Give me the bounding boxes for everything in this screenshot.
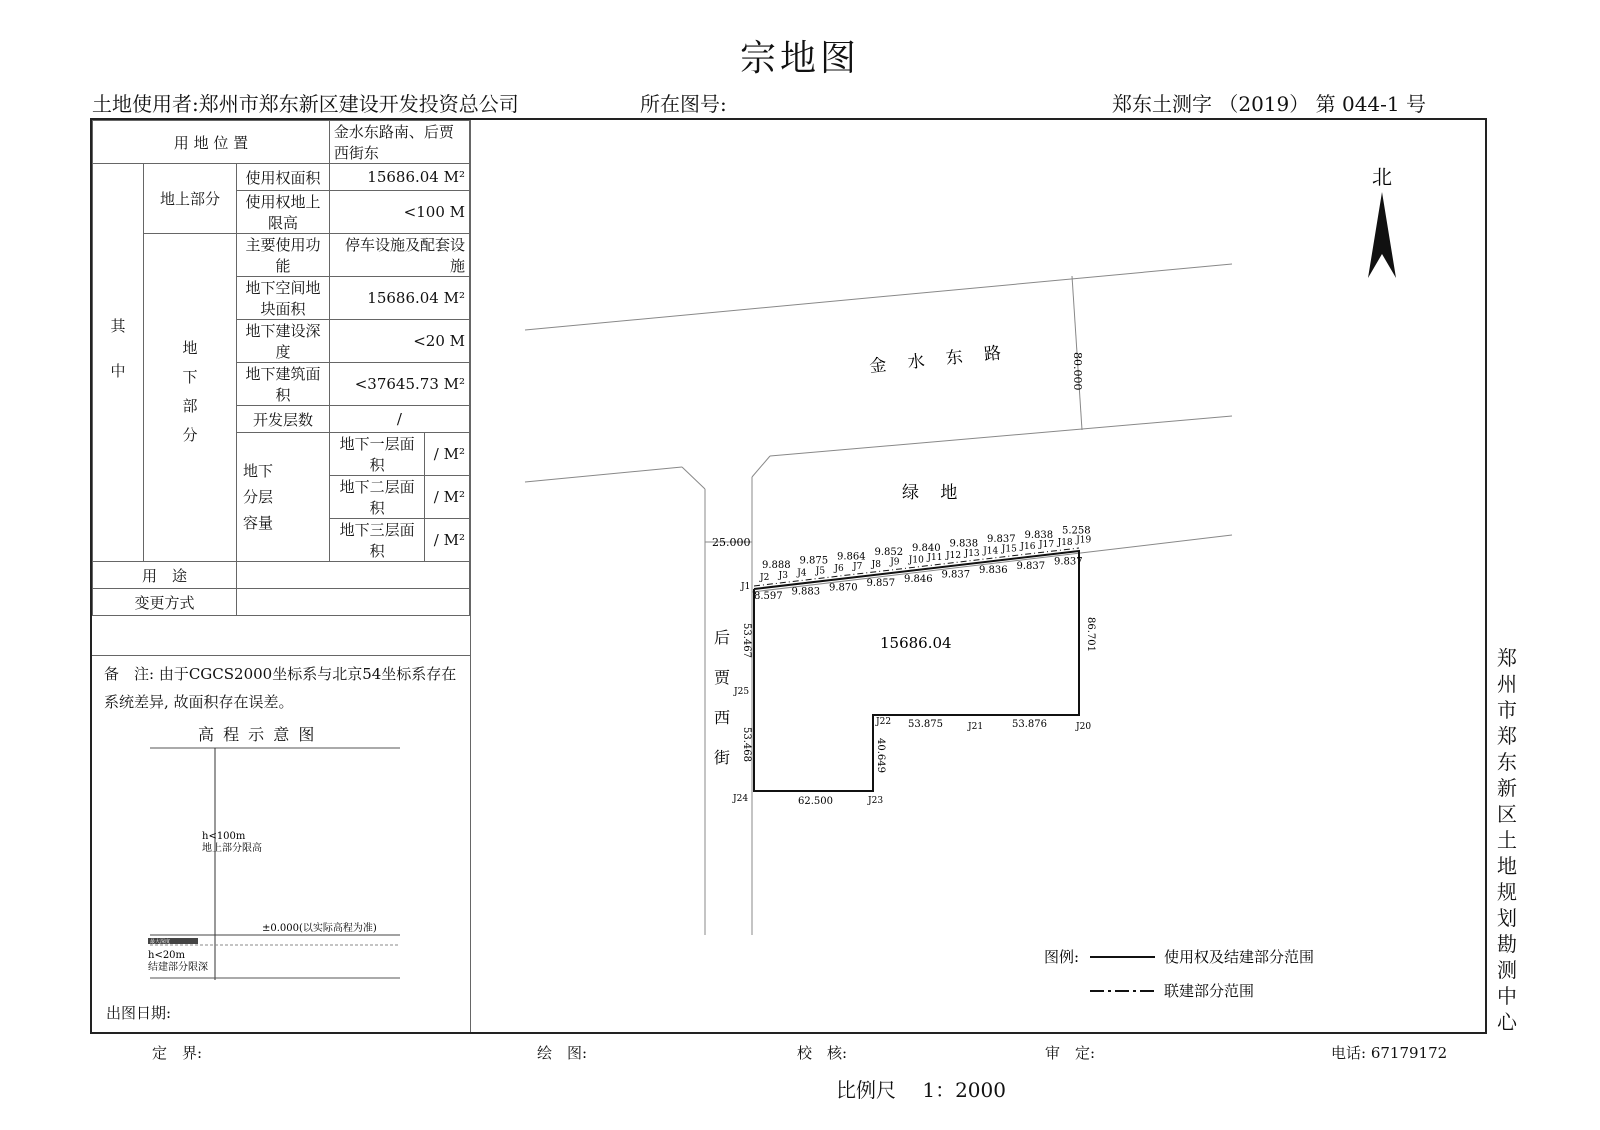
org-char: 区 [1497,802,1517,826]
legend-title: 图例: [1044,948,1080,966]
layer-label-0: 地下一层面积 [329,433,424,476]
point-label: J16 [1020,542,1036,553]
dimension-bottom: 9.883 [791,586,821,598]
dimension-bottom: 9.836 [979,565,1008,577]
point-label: J18 [1057,537,1073,548]
parcel-area: 15686.04 [880,634,952,652]
point-label: J4 [797,568,807,579]
elev-h-up-label: 地上部分限高 [202,843,262,854]
point-label: J8 [871,559,881,570]
layer-value-1: / M² [425,476,470,519]
below-label-0: 主要使用功能 [237,234,330,277]
road-corner-west [682,467,705,489]
point-label: J19 [1076,535,1092,546]
north-arrow-icon [1368,192,1396,278]
street-char-1: 贾 [714,668,731,687]
elev-h-down-label: 结建部分限深 [148,962,208,973]
legend-dash-label: 联建部分范围 [1164,982,1255,1000]
elev-zero-text: ±0.000(以实际高程为准) [262,923,377,934]
point-label: J7 [853,562,863,572]
point-label: J14 [983,546,999,557]
below-value-2: <20 M [329,320,469,363]
location-value: 金水东路南、后贾西街东 [329,121,469,164]
layer-label-2: 地下三层面积 [329,519,424,562]
org-char: 规 [1497,880,1517,904]
north-label: 北 [1372,165,1392,189]
point-label: J13 [964,548,980,559]
dimension-top: 9.864 [837,551,866,563]
point-label: J6 [834,564,844,575]
org-char: 市 [1497,698,1517,722]
scale-label: 比例尺 1：2000 [836,1078,1006,1102]
org-char: 划 [1497,906,1517,930]
land-user: 土地使用者:郑州市郑东新区建设开发投资总公司 [92,92,519,116]
street-char-3: 街 [714,748,731,767]
point-label: J15 [1001,544,1017,555]
above-value-1: <100 M [329,191,469,234]
org-char: 地 [1497,854,1517,878]
dimension-top: 9.875 [799,555,829,567]
road-north-edge-1 [525,264,1232,330]
org-char: 中 [1497,984,1517,1008]
point-label: J9 [890,557,900,568]
use-label: 用 途 [93,562,237,589]
point-label: J3 [778,570,788,581]
point-label: J25 [734,687,750,697]
dimension-bottom: 9.857 [866,578,896,590]
street-width: 25.000 [712,536,751,549]
dimension-bottom: 9.837 [1016,560,1046,572]
above-label-1: 使用权地上限高 [237,191,330,234]
road1-name: 金 水 东 路 [868,342,1010,377]
org-char: 郑 [1497,646,1517,670]
footer-ding: 定 界: [152,1044,203,1062]
below-value-4: / [329,406,469,433]
below-label-4: 开发层数 [237,406,330,433]
dim-j23-j24: 62.500 [798,796,833,807]
road-corner-east [752,456,770,477]
elev-tiny-text: 最大深度 [150,939,171,945]
elev-h-up: h<100m [202,831,246,842]
location-label: 用 地 位 置 [93,121,330,164]
above-label-0: 使用权面积 [237,164,330,191]
reference-number: 郑东土测字 （2019） 第 044-1 号 [1112,92,1426,116]
dimension-top: 9.837 [987,534,1016,546]
point-label: J5 [815,566,826,577]
footer-hui: 绘 图: [537,1044,588,1062]
dimension-bottom: 9.846 [904,573,933,585]
org-char: 东 [1497,750,1517,774]
layer-label-1: 地下二层面积 [329,476,424,519]
dimension-bottom: 9.837 [1054,556,1083,568]
dim-j22-j23: 40.649 [875,738,886,773]
legend-solid-label: 使用权及结建部分范围 [1164,948,1315,966]
org-char: 郑 [1497,724,1517,748]
footer-tel: 电话: 67179172 [1331,1044,1448,1062]
footer-shen: 审 定: [1045,1044,1096,1062]
footer-jiao: 校 核: [797,1044,848,1062]
point-label: J20 [1076,722,1092,732]
dimension-bottom: 8.597 [754,591,783,602]
org-char: 心 [1497,1010,1517,1034]
above-value-0: 15686.04 M² [329,164,469,191]
point-label: J1 [741,582,751,592]
dim-j21-j22: 53.875 [908,719,943,730]
point-label: J22 [876,717,892,727]
change-label: 变更方式 [93,589,237,616]
below-group-label: 地下部分 [144,234,237,562]
layer-value-2: / M² [425,519,470,562]
layer-value-0: / M² [425,433,470,476]
point-label: J21 [968,722,984,732]
point-label: J23 [868,796,884,806]
org-char: 州 [1497,672,1517,696]
road1-width: 80.000 [1071,352,1084,391]
dim-j25-j1: 53.467 [741,623,752,658]
dimension-top: 9.852 [874,547,904,559]
below-label-1: 地下空间地块面积 [237,277,330,320]
point-label: J12 [946,551,962,561]
note-line-2: 系统差异, 故面积存在误差。 [104,693,294,711]
street-char-2: 西 [714,708,731,727]
qizhong-label: 其中 [93,164,144,562]
elev-h-down: h<20m [148,950,186,961]
dimension-top: 9.838 [1024,529,1054,541]
organization-vertical [1496,645,1518,1035]
map-number: 所在图号: [640,92,727,116]
dim-j20-j21: 53.876 [1012,719,1047,730]
note-line-1: 备 注: 由于CGCS2000坐标系与北京54坐标系存在 [104,665,457,683]
below-label-2: 地下建设深度 [237,320,330,363]
layer-group-label: 地下分层容量 [242,462,273,532]
below-value-1: 15686.04 M² [329,277,469,320]
below-value-0: 停车设施及配套设施 [329,234,469,277]
above-group-label: 地上部分 [144,164,237,234]
road-north-edge-3 [525,467,682,482]
dimension-bottom: 9.837 [941,569,971,581]
dim-j24-j25: 53.468 [741,727,752,762]
dim-east: 86.701 [1085,617,1096,652]
dimension-top: 9.840 [912,542,941,554]
point-label: J10 [908,555,924,566]
green-label: 绿 地 [902,483,966,503]
point-label: J24 [733,794,749,804]
dimension-bottom: 9.870 [829,582,858,594]
org-char: 土 [1497,828,1517,852]
dimension-top: 9.838 [949,538,979,550]
org-char: 新 [1497,776,1517,800]
road-north-edge-2 [770,416,1232,456]
street-char-0: 后 [714,628,731,647]
page-title: 宗地图 [739,38,860,79]
org-char: 勘 [1497,932,1517,956]
dimension-top: 9.888 [762,560,791,571]
dimension-top: 5.258 [1062,525,1091,537]
below-value-3: <37645.73 M² [329,363,469,406]
point-label: J17 [1039,540,1055,550]
print-date-label: 出图日期: [106,1004,172,1022]
elevation-title: 高 程 示 意 图 [198,725,317,744]
point-label: J11 [927,553,943,564]
point-label: J2 [760,573,770,583]
org-char: 测 [1497,958,1517,982]
below-label-3: 地下建筑面积 [237,363,330,406]
